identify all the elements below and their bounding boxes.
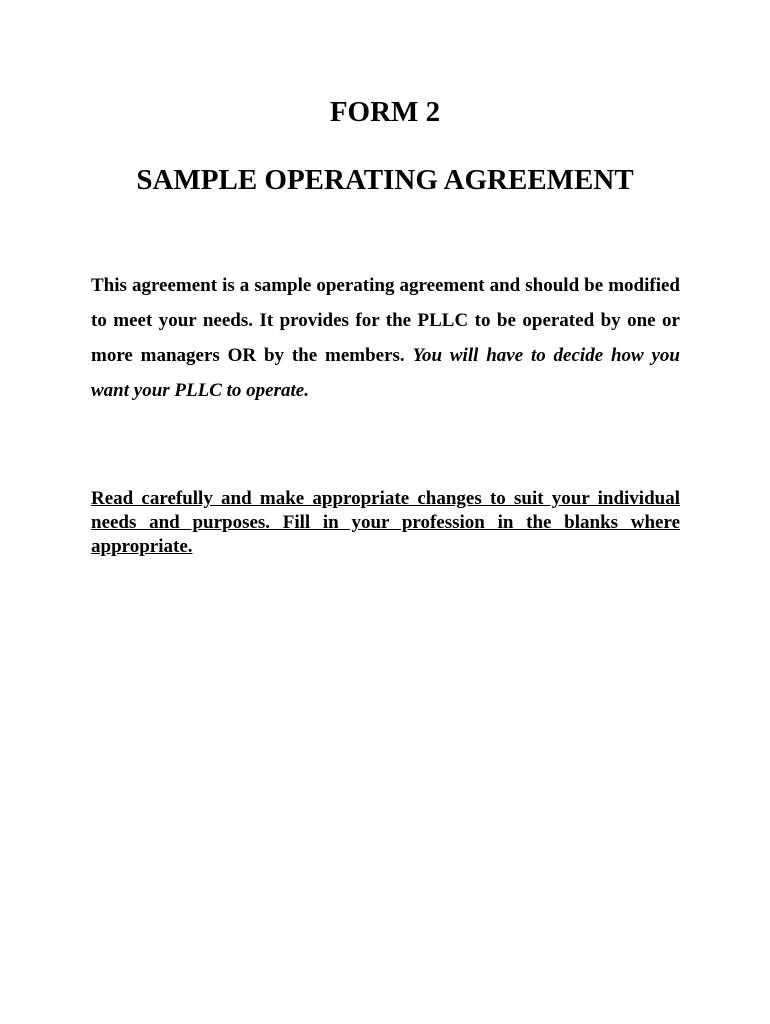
instructions-paragraph: Read carefully and make appropriate changes to suit your individual needs and purposes. Fill in your profession in the blanks where appropriate. [91,488,680,557]
form-number: FORM 2 [329,96,441,128]
intro-emphasis: You will have to decide how you want your PLLC to operate. [91,345,680,401]
intro-text: This agreement is a sample operating agreement and should be modified to meet your needs. It provides for the PLLC to be operated by one or more managers OR by the members. [91,275,680,366]
intro-paragraph [91,268,680,408]
document-title: SAMPLE OPERATING AGREEMENT [136,164,634,196]
